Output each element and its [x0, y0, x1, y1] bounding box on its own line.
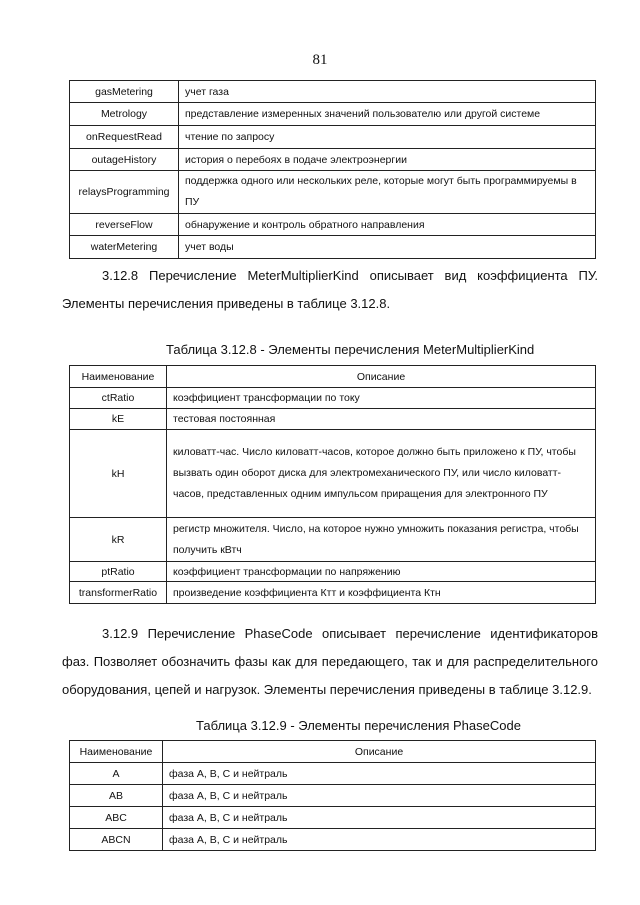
table-row: [70, 785, 596, 807]
table-row: [70, 763, 596, 785]
enum-name-cell: ptRatio: [70, 562, 167, 582]
enum-desc-cell: история о перебоях в подаче электроэнергии: [179, 149, 596, 171]
enum-name-cell: kE: [70, 409, 167, 430]
paragraph-3-12-8: [62, 262, 598, 318]
enum-desc-cell: произведение коэффициента Ктт и коэффициента Ктн: [167, 582, 596, 604]
paragraph-3-12-9: [62, 620, 598, 704]
enum-desc-cell: учет газа: [179, 81, 596, 103]
table-row: [70, 562, 596, 582]
enum-desc-cell: регистр множителя. Число, на которое нужно умножить показания регистра, чтобы получить кВтч: [167, 518, 596, 562]
table-caption-3-12-8: Таблица 3.12.8 - Элементы перечисления MeterMultiplierKind: [166, 342, 535, 357]
column-header-description: Описание: [163, 741, 596, 763]
meter-multiplier-kind-table: [69, 365, 596, 604]
enum-desc-cell: фаза А, В, С и нейтраль: [163, 763, 596, 785]
column-header-name: Наименование: [70, 366, 167, 388]
enum-name-cell: kR: [70, 518, 167, 562]
table-row: [70, 126, 596, 149]
enum-desc-cell: фаза А, В, С и нейтраль: [163, 807, 596, 829]
enum-desc-cell: фаза А, В, С и нейтраль: [163, 785, 596, 807]
enum-name-cell: outageHistory: [70, 149, 179, 171]
enum-name-cell: reverseFlow: [70, 214, 179, 236]
table-row: [70, 214, 596, 236]
enum-desc-cell: представление измеренных значений пользователю или другой системе: [179, 103, 596, 126]
table-row: [70, 388, 596, 409]
enum-name-cell: AB: [70, 785, 163, 807]
enum-name-cell: ctRatio: [70, 388, 167, 409]
enum-name-cell: kH: [70, 430, 167, 518]
table-row: [70, 518, 596, 562]
enum-desc-cell: обнаружение и контроль обратного направления: [179, 214, 596, 236]
enum-name-cell: A: [70, 763, 163, 785]
enum-name-cell: relaysProgramming: [70, 171, 179, 214]
paragraph-text: 3.12.9 Перечисление PhaseCode описывает перечисление идентификаторов фаз. Позволяет обозначить фазы как для передающего, так и для распределительного оборудования, цепей и нагрузок. Элементы перечисления приведены в таблице 3.12.9.: [62, 626, 598, 697]
enum-desc-cell: учет воды: [179, 236, 596, 259]
table-row: [70, 236, 596, 259]
enum-desc-cell: чтение по запросу: [179, 126, 596, 149]
enum-desc-cell: киловатт-час. Число киловатт-часов, которое должно быть приложено к ПУ, чтобы вызвать один оборот диска для электромеханического ПУ, или число киловатт-часов, представленных одним импульсом приращения для электронного ПУ: [167, 430, 596, 518]
enum-name-cell: transformerRatio: [70, 582, 167, 604]
table-row: [70, 430, 596, 518]
table-row: [70, 582, 596, 604]
table-row: [70, 149, 596, 171]
enum-desc-cell: коэффициент трансформации по току: [167, 388, 596, 409]
paragraph-text: 3.12.8 Перечисление MeterMultiplierKind описывает вид коэффициента ПУ. Элементы перечисления приведены в таблице 3.12.8.: [62, 268, 598, 311]
table-header-row: [70, 741, 596, 763]
enum-name-cell: ABC: [70, 807, 163, 829]
enum-name-cell: onRequestRead: [70, 126, 179, 149]
table-row: [70, 103, 596, 126]
enum-desc-cell: фаза А, В, С и нейтраль: [163, 829, 596, 851]
enum-name-cell: gasMetering: [70, 81, 179, 103]
enum-name-cell: Metrology: [70, 103, 179, 126]
enum-desc-cell: коэффициент трансформации по напряжению: [167, 562, 596, 582]
table-row: [70, 829, 596, 851]
column-header-name: Наименование: [70, 741, 163, 763]
phase-code-table: [69, 740, 596, 851]
page-number: 81: [312, 52, 328, 68]
table-header-row: [70, 366, 596, 388]
table-row: [70, 807, 596, 829]
table-row: [70, 81, 596, 103]
table-row: [70, 171, 596, 214]
enum-name-cell: waterMetering: [70, 236, 179, 259]
enum-name-cell: ABCN: [70, 829, 163, 851]
column-header-description: Описание: [167, 366, 596, 388]
enum-desc-cell: поддержка одного или нескольких реле, которые могут быть программируемы в ПУ: [179, 171, 596, 214]
enum-desc-cell: тестовая постоянная: [167, 409, 596, 430]
table-caption-3-12-9: Таблица 3.12.9 - Элементы перечисления PhaseCode: [196, 718, 521, 733]
table-row: [70, 409, 596, 430]
enum-table-continued: [69, 80, 596, 259]
